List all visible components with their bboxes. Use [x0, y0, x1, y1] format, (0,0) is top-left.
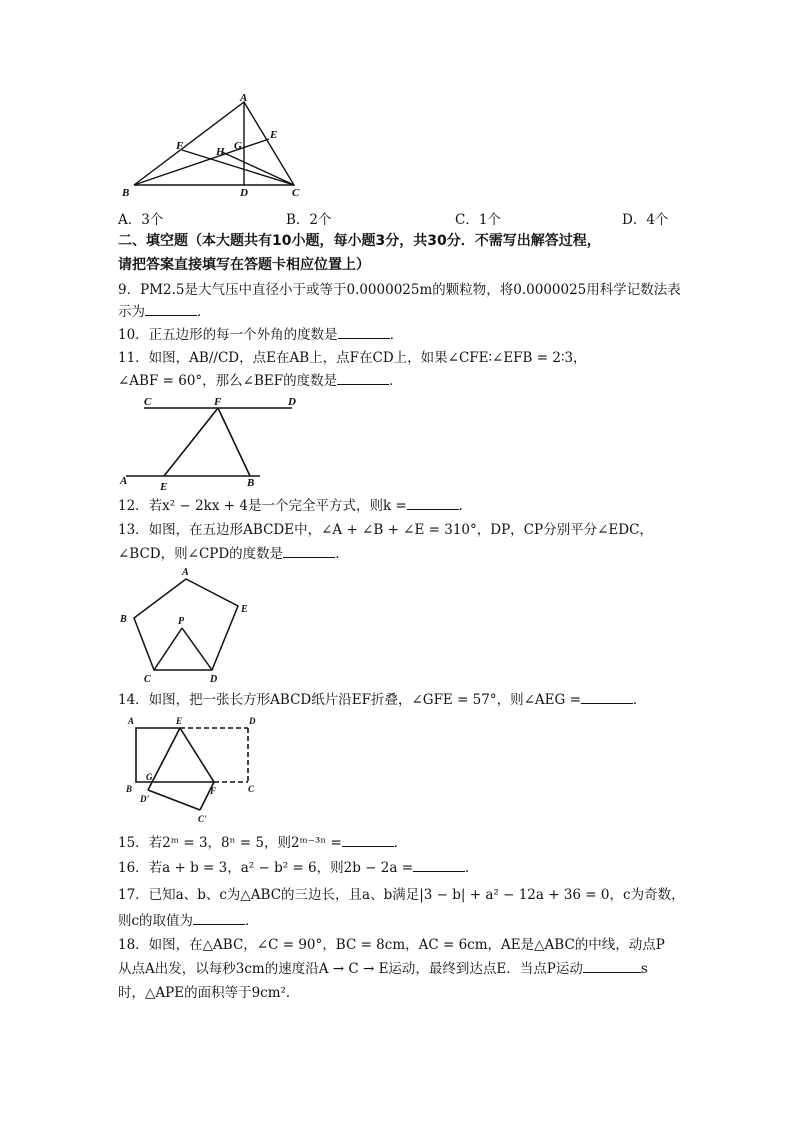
label-f: F [214, 396, 222, 408]
question-10: 10．正五边形的每一个外角的度数是 ． [118, 327, 404, 343]
question-14-text: 14．如图，把一张长方形ABCD纸片沿EF折叠，∠GFE = 57°，则∠AEG = [118, 692, 581, 708]
answer-blank-12 [407, 497, 459, 510]
label-c: C [144, 674, 151, 685]
section-title-line2: 请把答案直接填写在答题卡相应位置上） [118, 257, 370, 273]
label-a: A [128, 716, 135, 726]
label-f: F [176, 140, 184, 152]
label-a: A [182, 567, 189, 578]
label-e: E [160, 481, 168, 493]
question-10-text: 10．正五边形的每一个外角的度数是 [118, 327, 338, 343]
label-b: B [122, 187, 130, 199]
question-17-text: 则c的取值为 [118, 913, 194, 929]
label-a: A [240, 92, 248, 104]
answer-blank-11 [337, 372, 389, 385]
question-18-line3: 时，△APE的面积等于9cm²． [118, 985, 300, 1001]
option-b: B．2个 [286, 212, 332, 228]
question-18-unit: s [640, 961, 648, 977]
question-15-text: 15．若2ᵐ = 3，8ⁿ = 5，则2ᵐ⁻³ⁿ = [118, 835, 342, 851]
section-title-line1: 二、填空题（本大题共有10小题，每小题3分，共30分．不需写出解答过程， [118, 233, 601, 249]
label-g: G [234, 140, 242, 152]
answer-blank-13 [283, 545, 335, 558]
label-b: B [126, 784, 133, 794]
label-p: P [178, 616, 185, 627]
question-12-text: 12．若x² − 2kx + 4是一个完全平方式，则k = [118, 498, 407, 514]
question-9-line1: 9．PM2.5是大气压中直径小于或等于0.0000025m的颗粒物，将0.0000025用科学记数法表 [118, 282, 681, 298]
option-c: C．1个 [455, 212, 501, 228]
label-b: B [247, 477, 255, 489]
answer-blank-10 [338, 326, 390, 339]
question-12: 12．若x² − 2kx + 4是一个完全平方式，则k = ． [118, 498, 473, 514]
option-d: D．4个 [622, 212, 669, 228]
question-14: 14．如图，把一张长方形ABCD纸片沿EF折叠，∠GFE = 57°，则∠AEG = ． [118, 692, 647, 708]
label-h: H [216, 146, 225, 158]
question-11-line2: ∠ABF = 60°，那么∠BEF的度数是 ． [118, 373, 403, 389]
figure-pentagon [118, 566, 268, 690]
answer-blank-15 [342, 834, 394, 847]
label-b: B [120, 614, 127, 625]
label-c: C [248, 784, 255, 794]
question-13-text: ∠BCD，则∠CPD的度数是 [118, 546, 284, 562]
question-13-line1: 13．如图，在五边形ABCDE中，∠A + ∠B + ∠E = 310°，DP，CP分别平分∠EDC， [118, 522, 653, 538]
label-c: C [144, 396, 152, 408]
question-18-line2 [118, 960, 648, 978]
question-9-line2: 示为 ． [118, 304, 211, 320]
label-c-prime: C' [198, 814, 207, 824]
option-a: A．3个 [118, 212, 164, 228]
answer-blank-18 [583, 960, 641, 973]
question-13-line2: ∠BCD，则∠CPD的度数是 ． [118, 546, 349, 562]
answer-blank-17 [193, 912, 245, 925]
question-9-text: 示为 [118, 304, 145, 320]
label-d: D [249, 716, 256, 726]
label-d: D [210, 674, 218, 685]
question-16-text: 16．若a + b = 3，a² − b² = 6，则2b − 2a = [118, 860, 414, 876]
question-17-line1: 17．已知a、b、c为△ABC的三边长，且a、b满足|3 − b| + a² − 12a + 36 = 0，c为奇数， [118, 887, 685, 903]
question-17-line2: 则c的取值为 ． [118, 913, 259, 929]
label-f: F [210, 786, 217, 796]
question-16: 16．若a + b = 3，a² − b² = 6，则2b − 2a = ． [118, 860, 479, 876]
label-d: D [240, 187, 248, 199]
label-a: A [120, 475, 128, 487]
question-15: 15．若2ᵐ = 3，8ⁿ = 5，则2ᵐ⁻³ⁿ = ． [118, 835, 408, 851]
label-e: E [241, 604, 248, 615]
label-e: E [270, 129, 278, 141]
question-11-text: ∠ABF = 60°，那么∠BEF的度数是 [118, 373, 338, 389]
question-11-line1: 11．如图，AB//CD，点E在AB上，点F在CD上，如果∠CFE∶∠EFB = 2∶3， [118, 350, 587, 366]
label-g: G [146, 772, 153, 782]
figure-parallel-lines [118, 394, 308, 498]
answer-blank-16 [413, 859, 465, 872]
question-18-line1: 18．如图，在△ABC，∠C = 90°，BC = 8cm，AC = 6cm，AE是△ABC的中线，动点P [118, 937, 665, 953]
figure-folded-rectangle [118, 712, 278, 832]
label-d-prime: D' [140, 794, 149, 804]
figure-triangle-abc [118, 92, 318, 206]
label-e: E [176, 716, 183, 726]
answer-blank-14 [581, 691, 633, 704]
answer-blank-9 [145, 303, 197, 316]
question-18-text: 从点A出发，以每秒3cm的速度沿A → C → E运动，最终到达点E．当点P运动 [118, 961, 583, 977]
label-c: C [292, 187, 300, 199]
label-d: D [288, 396, 296, 408]
